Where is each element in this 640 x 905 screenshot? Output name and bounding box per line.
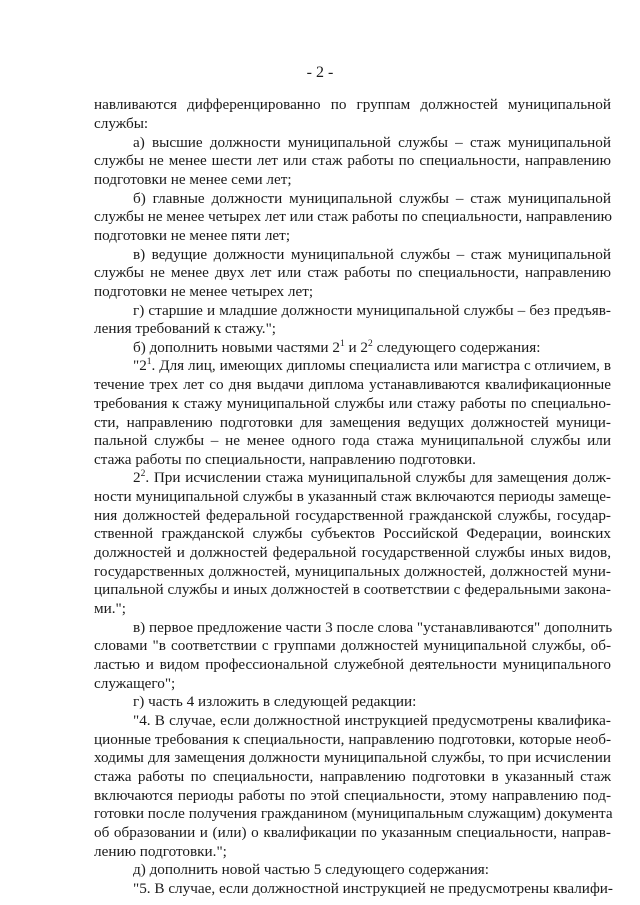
text-line: служащего"; — [94, 675, 176, 692]
text-line: подготовки не менее семи лет; — [94, 171, 292, 188]
text-line: ления требований к стажу."; — [94, 320, 276, 337]
superscript: 2 — [140, 469, 146, 479]
text-line: ми."; — [94, 600, 126, 617]
text-line: пальной службы – не менее одного года стажа муниципальной службы или — [94, 432, 611, 449]
text-line: "5. В случае, если должностной инструкцией не предусмотрены квалифи- — [133, 880, 613, 897]
text-line: лению подготовки."; — [94, 843, 227, 860]
text-line: стажа работы по специальности, направлению подготовки. — [94, 451, 476, 468]
text-line: б) главные должности муниципальной службы – стаж муниципальной — [133, 190, 611, 207]
text-line: ния должностей федеральной государственной гражданской службы, государ- — [94, 507, 611, 524]
text-line: г) часть 4 изложить в следующей редакции: — [133, 693, 417, 710]
text-line: а) высшие должности муниципальной службы – стаж муниципальной — [133, 134, 611, 151]
text-line: ципальной службы и иных должностей в соответствии с федеральными закона- — [94, 581, 611, 598]
text-line: стажа работы по специальности, направлению подготовки в указанный стаж — [94, 768, 611, 785]
text-segment: "2 — [133, 357, 147, 374]
text-line: г) старшие и младшие должности муниципальной службы – без предъяв- — [133, 302, 611, 319]
text-segment: . Для лиц, имеющих дипломы специалиста или магистра с отличием, в — [151, 357, 611, 374]
text-line — [133, 469, 611, 489]
text-line: службы: — [94, 115, 149, 132]
text-line: навливаются дифференцированно по группам должностей муниципальной — [94, 96, 611, 113]
text-line — [133, 339, 611, 359]
text-line: требования к стажу муниципальной службы или стажу работы по специально- — [94, 395, 611, 412]
page-number: - 2 - — [306, 64, 334, 81]
text-segment: . При исчислении стажа муниципальной службы для замещения долж- — [145, 469, 611, 486]
text-line: включаются периоды работы по этой специальности, этому направлению под- — [94, 787, 611, 804]
text-segment: следующего содержания: — [372, 339, 541, 356]
text-line: службы не менее шести лет или стаж работы по специальности, направлению — [94, 152, 611, 169]
text-line: службы не менее четырех лет или стаж работы по специальности, направлению — [94, 208, 612, 225]
text-line: об образовании и (или) о квалификации по указанным специальности, направ- — [94, 824, 611, 841]
superscript: 2 — [368, 339, 373, 349]
text-line: подготовки не менее пяти лет; — [94, 227, 291, 244]
text-line: сти, направлению подготовки для замещения ведущих должностей муници- — [94, 414, 611, 431]
text-line: ционные требования к специальности, направлению подготовки, которые необ- — [94, 731, 611, 748]
text-line: ности муниципальной службы в указанный стаж включаются периоды замеще- — [94, 488, 611, 505]
text-line: течение трех лет со дня выдачи диплома устанавливаются квалификационные — [94, 376, 611, 393]
text-segment: и 2 — [344, 339, 369, 356]
text-line: государственных должностей, муниципальных должностей, должностей муни- — [94, 563, 611, 580]
superscript: 1 — [146, 357, 152, 367]
text-line: готовки после получения гражданином (муниципальным служащим) документа — [94, 805, 613, 822]
text-line — [133, 357, 611, 377]
text-segment: б) дополнить новыми частями 2 — [133, 339, 340, 356]
text-line: должностей и должностей федеральной государственной службы иных видов, — [94, 544, 611, 561]
text-line: ходимы для замещения должности муниципальной службы, то при исчислении — [94, 749, 611, 766]
text-line: в) ведущие должности муниципальной службы – стаж муниципальной — [133, 246, 611, 263]
superscript: 1 — [339, 339, 345, 349]
text-line: словами "в соответствии с группами должностей муниципальной службы, об- — [94, 637, 611, 654]
text-line: ластью и видом профессиональной служебной деятельности муниципального — [94, 656, 611, 673]
text-line: "4. В случае, если должностной инструкцией предусмотрены квалифика- — [133, 712, 611, 729]
text-line: в) первое предложение части 3 после слова "устанавливаются" дополнить — [133, 619, 613, 636]
text-line: службы не менее двух лет или стаж работы по специальности, направлению — [94, 264, 611, 281]
text-segment: 2 — [133, 469, 141, 486]
text-line: ственной гражданской службы субъектов Российской Федерации, воинских — [94, 525, 611, 542]
text-line: д) дополнить новой частью 5 следующего содержания: — [133, 861, 490, 878]
text-line: подготовки не менее четырех лет; — [94, 283, 314, 300]
